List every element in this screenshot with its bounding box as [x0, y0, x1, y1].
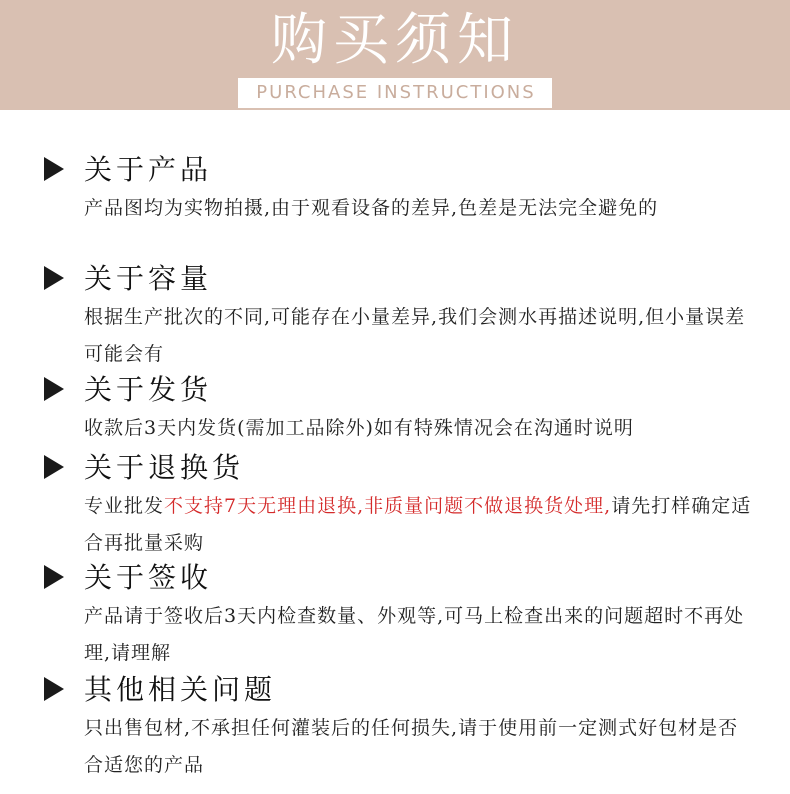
section-other	[0, 670, 790, 784]
header-banner	[0, 0, 790, 110]
arrow-right-icon	[44, 677, 64, 701]
section-title: 关于产品	[84, 153, 213, 186]
section-title: 关于容量	[84, 262, 213, 295]
highlight-text: 不支持7天无理由退换,非质量问题不做退换货处理,	[164, 495, 612, 517]
section-body	[84, 488, 754, 562]
body-text: 请先打样确定适合再批量采购	[84, 495, 752, 554]
section-product	[0, 150, 790, 227]
section-title: 关于发货	[84, 373, 213, 406]
body-text: 专业批发	[84, 495, 165, 517]
arrow-right-icon	[44, 157, 64, 181]
section-title: 关于退换货	[84, 451, 245, 484]
arrow-right-icon	[44, 565, 64, 589]
section-capacity	[0, 259, 790, 373]
section-returns	[0, 448, 790, 562]
section-body: 收款后3天内发货(需加工品除外)如有特殊情况会在沟通时说明	[84, 417, 634, 439]
section-title: 其他相关问题	[84, 673, 277, 706]
section-body: 只出售包材,不承担任何灌装后的任何损失,请于使用前一定测式好包材是否合适您的产品	[84, 717, 739, 776]
section-title: 关于签收	[84, 561, 213, 594]
section-signing	[0, 558, 790, 672]
arrow-right-icon	[44, 377, 64, 401]
arrow-right-icon	[44, 455, 64, 479]
section-body: 产品请于签收后3天内检查数量、外观等,可马上检查出来的问题超时不再处理,请理解	[84, 605, 745, 664]
page-title: 购买须知	[271, 8, 519, 73]
arrow-right-icon	[44, 266, 64, 290]
page-subtitle: PURCHASE INSTRUCTIONS	[238, 78, 551, 108]
section-body: 根据生产批次的不同,可能存在小量差异,我们会测水再描述说明,但小量误差可能会有	[84, 306, 746, 365]
section-shipping	[0, 370, 790, 447]
section-body: 产品图均为实物拍摄,由于观看设备的差异,色差是无法完全避免的	[84, 197, 659, 219]
